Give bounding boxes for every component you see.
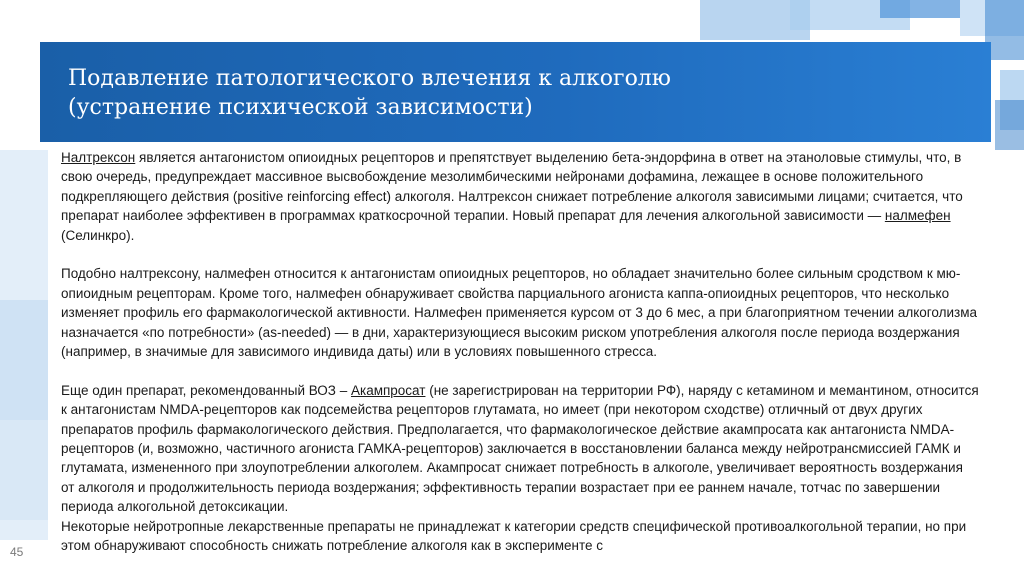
paragraph-text: является антагонистом опиоидных рецепторов и препятствует выделению бета-эндорфина в ответ на этаноловые стимулы, что, в свою очередь, предупреждает массивное высвобождение мезолимбическими нейронами дофамина, лежащее в основе положительного подкрепляющего действия (positive reinforcing effect) алкоголя. Налтрексон снижает потребление алкоголя зависимыми лицами; считается, что препарат наиболее эффективен в программах краткосрочной терапии. Новый препарат для лечения алкогольной зависимости — — [61, 150, 963, 224]
title-line-1: Подавление патологического влечения к алкоголю — [68, 66, 671, 91]
paragraph-text: (Селинкро). — [61, 227, 135, 243]
paragraph-text: (не зарегистрирован на территории РФ), наряду с кетамином и мемантином, относится к антагонистам NMDA-рецепторов как подсемейства рецепторов глутамата, но имеет (при некотором сходстве) отличный от двух других препаратов профиль фармакологического действия. Предполагается, что фармакологическое действие акампросата как антагониста NMDA-рецепторов (и, возможно, частичного агониста ГАМКА-рецепторов) заключается в восстановлении баланса между нейротрансмиссией ГАМК и глутамата, измененного при злоупотреблении алкоголем. Акампросат снижает потребность в алкоголе, увеличивает вероятность воздержания от алкоголя и продолжительность периода воздержания; эффективность терапии возрастает при ее раннем начале, тотчас по завершении периода алкогольной детоксикации. — [61, 382, 979, 515]
slide-number: 45 — [10, 545, 24, 559]
paragraph-naltrexone — [61, 148, 979, 245]
drug-acamprosate: Акампросат — [350, 382, 426, 398]
paragraph-text: Еще один препарат, рекомендованный ВОЗ – — [61, 382, 351, 398]
paragraph-other-drugs: Некоторые нейротропные лекарственные препараты не принадлежат к категории средств специфической противоалкогольной терапии, но при этом обнаруживают способность снижать потребление алкоголя как в эксперименте с — [61, 518, 967, 554]
paragraph-nalmefene: Подобно налтрексону, налмефен относится к антагонистам опиоидных рецепторов, но обладает значительно более сильным сродством к мю-опиоидным рецепторам. Кроме того, налмефен обнаруживает свойства парциального агониста каппа-опиоидных рецепторов, что несколько изменяет профиль его фармакологической активности. Налмефен применяется курсом от 3 до 6 мес, а при благоприятном течении алкоголизма назначается «по потребности» (as-needed) — в дни, характеризующиеся высоким риском употребления алкоголя после периода воздержания (например, в значимые для зависимого индивида даты) или в условиях повышенного стресса. — [61, 266, 978, 360]
paragraph-acamprosate — [61, 381, 979, 517]
title-line-2: (устранение психической зависимости) — [68, 95, 533, 120]
decor-block — [995, 100, 1024, 150]
slide-body — [61, 148, 979, 556]
left-decor-strip — [0, 420, 48, 520]
slide-title — [68, 64, 948, 122]
drug-naltrexone: Налтрексон — [61, 150, 136, 165]
decor-block — [880, 0, 970, 18]
drug-nalmefene: налмефен — [884, 208, 951, 224]
